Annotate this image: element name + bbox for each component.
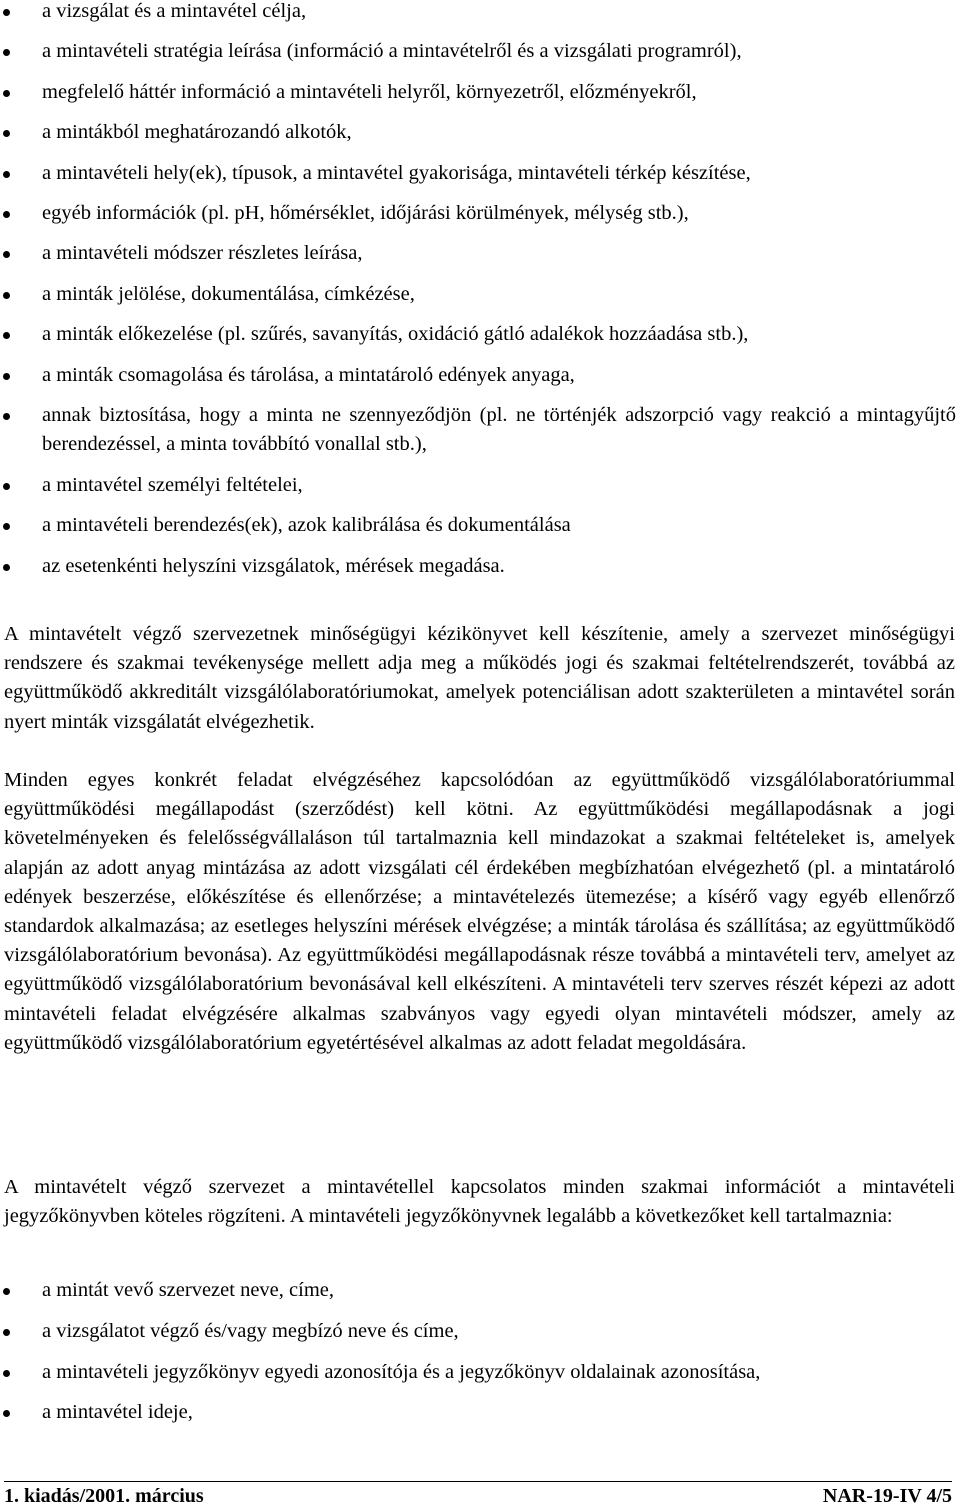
list-item [0, 471, 956, 511]
list-item [0, 1398, 956, 1439]
list-item-text: a vizsgálatot végző és/vagy megbízó neve és címe, [42, 1319, 459, 1342]
list-item [0, 239, 956, 279]
paragraph-sampling-record: A mintavételt végző szervezet a mintavétellel kapcsolatos minden szakmai információt a mintavételi jegyzőkönyvben köteles rögzíteni. A mintavételi jegyzőkönyvnek legalább a következőket kell tartalmaznia: [4, 1176, 955, 1228]
list-item [0, 280, 956, 320]
list-item-text: egyéb információk (pl. pH, hőmérséklet, időjárási körülmények, mélység stb.), [42, 201, 689, 224]
page-footer [4, 1481, 952, 1508]
list-item [0, 361, 956, 401]
bullet-icon [3, 1288, 10, 1295]
list-item [0, 511, 956, 551]
list-item-text: a minták jelölése, dokumentálása, címkézése, [42, 282, 415, 305]
list-item [0, 552, 956, 592]
record-contents-list [0, 1276, 956, 1439]
list-item-text: a mintavételi stratégia leírása (információ a mintavételről és a vizsgálati programról), [42, 40, 742, 63]
bullet-icon [3, 1410, 10, 1417]
list-item-text: a minták csomagolása és tárolása, a mintatároló edények anyaga, [42, 363, 575, 386]
list-item-text: a mintavétel ideje, [42, 1401, 193, 1424]
bullet-icon [3, 251, 10, 258]
list-item [0, 320, 956, 360]
list-item-text: a mintavételi hely(ek), típusok, a mintavétel gyakorisága, mintavételi térkép készítése, [42, 161, 751, 184]
list-item-text: a mintákból meghatározandó alkotók, [42, 121, 352, 144]
list-item [0, 78, 956, 118]
bullet-icon [3, 413, 10, 420]
bullet-icon [3, 523, 10, 530]
list-item-text: a mintavételi módszer részletes leírása, [42, 242, 363, 265]
list-item-text: a mintavételi berendezés(ek), azok kalibrálása és dokumentálása [42, 514, 571, 537]
list-item [0, 1276, 956, 1317]
requirements-list [0, 0, 956, 592]
list-item [0, 401, 956, 471]
bullet-icon [3, 373, 10, 380]
bullet-icon [3, 564, 10, 571]
list-item-text: a mintavétel személyi feltételei, [42, 473, 303, 496]
list-item-text: az esetenkénti helyszíni vizsgálatok, mérések megadása. [42, 554, 505, 577]
list-item-text: megfelelő háttér információ a mintavételi helyről, környezetről, előzményekről, [42, 80, 697, 103]
bullet-icon [3, 483, 10, 490]
bullet-icon [3, 332, 10, 339]
list-item [0, 118, 956, 158]
paragraph-cooperation-agreement: Minden egyes konkrét feladat elvégzéséhez kapcsolódóan az együttműködő vizsgálólaboratóriummal együttműködési megállapodást (szerződést) kell kötni. Az együttműködési megállapodásnak a jogi követelményeken és felelősségvállaláson túl tartalmaznia kell mindazokat a szakmai feltételeket is, amelyek alapján az adott anyag mintázása az adott vizsgálati cél érdekében megbízhatóan elvégezhető (pl. a mintatároló edények beszerzése, előkészítése és ellenőrzése; a mintavételezés ütemezése; a kísérő vagy egyéb ellenőrző standardok alkalmazása; az esetleges helyszíni mérések elvégzése; a minták tárolása és szállítása; az együttműködő vizsgálólaboratórium bevonása). Az együttműködési megállapodásnak része továbbá a mintavételi terv, amelyet az együttműködő vizsgálólaboratórium bevonásával kell elkészíteni. A mintavételi terv szerves részét képezi az adott mintavételi feladat elvégzésére alkalmas szabványos vagy egyedi olyan mintavételi módszer, amely az együttműködő vizsgálólaboratórium egyetértésével alkalmas az adott feladat megoldására. [4, 769, 955, 1054]
bullet-icon [3, 9, 10, 16]
bullet-icon [3, 211, 10, 218]
bullet-icon [3, 90, 10, 97]
bullet-icon [3, 292, 10, 299]
list-item-text: a vizsgálat és a mintavétel célja, [42, 0, 307, 22]
list-item [0, 37, 956, 77]
bullet-icon [3, 130, 10, 137]
bullet-icon [3, 1329, 10, 1336]
list-item-text: annak biztosítása, hogy a minta ne szennyeződjön (pl. ne történjék adszorpció vagy reakció a mintagyűjtő berendezéssel, a minta továbbító vonallal stb.), [42, 403, 956, 455]
list-item [0, 0, 956, 37]
list-item [0, 159, 956, 199]
bullet-icon [3, 1370, 10, 1377]
list-item [0, 199, 956, 239]
footer-edition: 1. kiadás/2001. március [4, 1485, 204, 1507]
list-item-text: a minták előkezelése (pl. szűrés, savanyítás, oxidáció gátló adalékok hozzáadása stb.), [42, 323, 749, 346]
bullet-icon [3, 49, 10, 56]
list-item [0, 1358, 956, 1399]
paragraph-quality-manual: A mintavételt végző szervezetnek minőségügyi kézikönyvet kell készítenie, amely a szervezet minőségügyi rendszere és szakmai tevékenysége mellett adja meg a működés jogi és szakmai feltételrendszerét, továbbá az együttműködő akkreditált vizsgálólaboratóriumokat, amelyek potenciálisan adott szakterületen a mintavétel során nyert minták vizsgálatát elvégezhetik. [4, 623, 955, 733]
list-item-text: a mintavételi jegyzőkönyv egyedi azonosítója és a jegyzőkönyv oldalainak azonosítása, [42, 1360, 761, 1383]
list-item-text: a mintát vevő szervezet neve, címe, [42, 1279, 334, 1301]
list-item [0, 1317, 956, 1358]
footer-page-number: NAR-19-IV 4/5 [822, 1485, 952, 1507]
bullet-icon [3, 171, 10, 178]
